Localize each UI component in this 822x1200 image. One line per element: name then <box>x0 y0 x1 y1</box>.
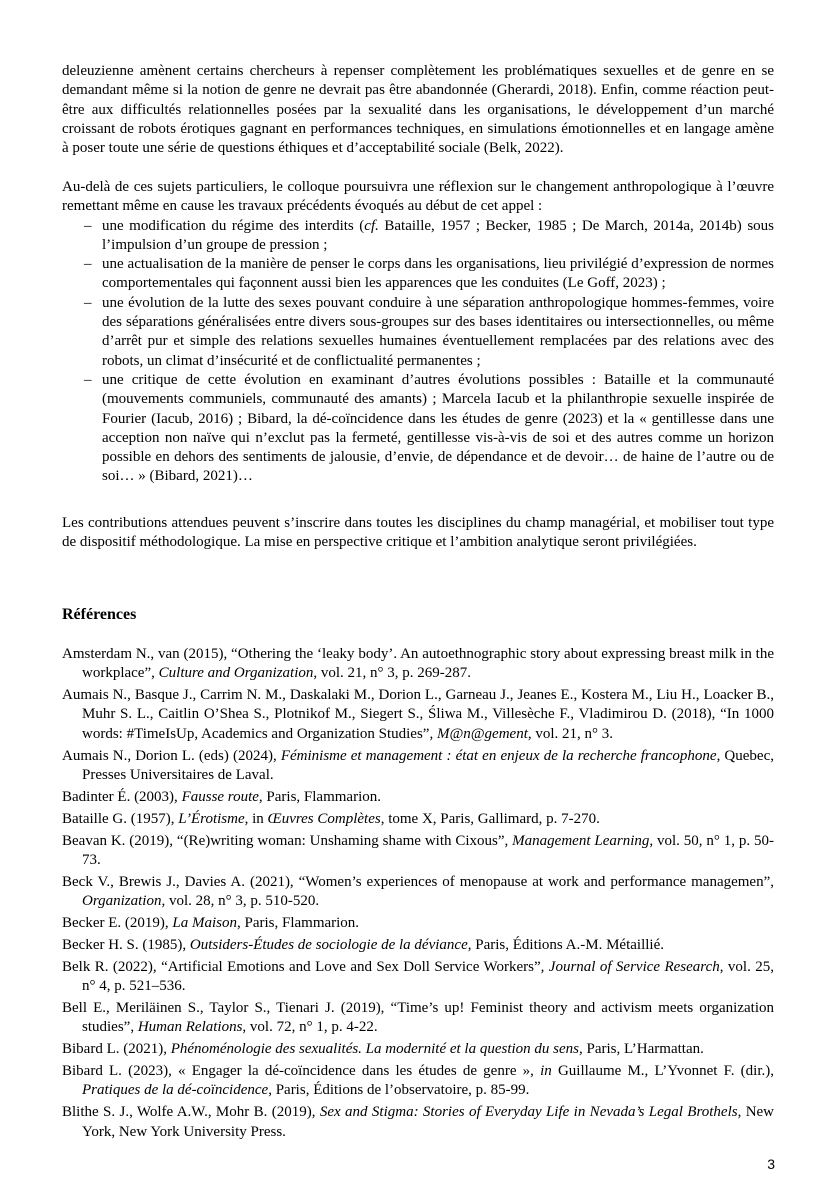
colloque-paragraph: Au-delà de ces sujets particuliers, le colloque poursuivra une réflexion sur le changement anthropologique à l’œuvre remettant même en cause les travaux précédents évoqués au début de cet appel : <box>62 179 774 215</box>
reference-item: Beavan K. (2019), “(Re)writing woman: Unshaming shame with Cixous”, Management Learning, vol. 50, n° 1, p. 50-73. <box>62 832 774 868</box>
bullet-item: – une critique de cette évolution en examinant d’autres évolutions possibles : Bataille et la communauté (mouvements communiels, communauté des amants) ; Marcela Iacub et la philanthropie sexuelle inspirée de Fourier (Iacub, 2016) ; Bibard, la dé-coïncidence dans les études de genre (2023) et la « gentillesse dans une acception non naïve qui n’exclut pas la fermeté, gentillesse vis-à-vis de soi et des autres comme un horizon possible en dehors des sentiments de jalousie, d’envie, de dépendance et de devoir… de haine de l’autre ou de soi… » (Bibard, 2021)… <box>84 371 774 485</box>
contributions-section <box>62 514 774 553</box>
reference-list <box>62 645 774 1142</box>
bullet-list <box>62 217 774 487</box>
reference-item: Bataille G. (1957), L’Érotisme, in Œuvres Complètes, tome X, Paris, Gallimard, p. 7-270. <box>62 810 600 827</box>
bullet-dash: – <box>84 217 92 234</box>
reference-item: Badinter É. (2003), Fausse route, Paris, Flammarion. <box>62 788 381 805</box>
bullet-item: – une évolution de la lutte des sexes pouvant conduire à une séparation anthropologique hommes-femmes, voire des séparations généralisées entre divers sous-groupes sur des bases identitaires ou intersectionnelles, ou même d’arrêt pur et simple des relations sexuelles humaines éventuellement remplacées par des relations avec des robots, un climat d’insécurité et de conflictualité permanentes ; <box>84 294 774 369</box>
reference-item: Beck V., Brewis J., Davies A. (2021), “Women’s experiences of menopause at work and performance managemen”, Organization, vol. 28, n° 3, p. 510-520. <box>62 873 774 910</box>
reference-item: Blithe S. J., Wolfe A.W., Mohr B. (2019), Sex and Stigma: Stories of Everyday Life in Nevada’s Legal Brothels, New York, New York University Press. <box>62 1104 775 1140</box>
reference-item: Becker E. (2019), La Maison, Paris, Flammarion. <box>62 915 360 932</box>
reference-item: Aumais N., Dorion L. (eds) (2024), Féminisme et management : état en enjeux de la recherche francophone, Quebec, Presses Universitaires de Laval. <box>62 747 774 783</box>
reference-item: Belk R. (2022), “Artificial Emotions and Love and Sex Doll Service Workers”, Journal of Service Research, vol. 25, n° 4, p. 521–536. <box>62 958 774 995</box>
reference-item: Aumais N., Basque J., Carrim N. M., Daskalaki M., Dorion L., Garneau J., Jeanes E., Kostera M., Liu H., Loacker B., Muhr S. L., Caitlin O’Shea S., Plotnikof M., Siegert S., Śliwa M., Villesèche F., Vladimirou D. (2018), “In 1000 words: #TimeIsUp, Academics and Organization Studies”, M@n@gement, vol. 21, n° 3. <box>62 687 774 742</box>
reference-item: Amsterdam N., van (2015), “Othering the ‘leaky body’. An autoethnographic story about expressing breast milk in the workplace”, Culture and Organization, vol. 21, n° 3, p. 269-287. <box>62 646 774 682</box>
intro-paragraph: deleuzienne amènent certains chercheurs à repenser complètement les problématiques sexuelles et de genre en se demandant même si la notion de genre ne devrait pas être abandonnée (Gherardi, 2018). Enfin, comme réaction peut-être aux difficultés relationnelles posées par la sexualité dans les organisations, le développement d’un marché croissant de robots érotiques gagnant en performances techniques, en simulations émotionnelles et en langage amène à poser toute une série de questions éthiques et d’acceptabilité sociale (Belk, 2022). <box>62 63 774 157</box>
intro-section <box>62 62 774 158</box>
references-section <box>62 645 774 1144</box>
bullet-dash: – <box>84 256 92 273</box>
bullet-item: – une actualisation de la manière de penser le corps dans les organisations, lieu privilégié d’expression de normes comportementales qui façonnent aussi bien les apparences que les conduites (Le Goff, 2023) ; <box>84 256 774 292</box>
colloque-section <box>62 178 774 487</box>
reference-item: Becker H. S. (1985), Outsiders-Études de sociologie de la déviance, Paris, Éditions A.-M. Métaillié. <box>62 936 664 953</box>
bullet-dash: – <box>84 371 92 388</box>
references-heading: Références <box>62 606 137 623</box>
reference-item: Bell E., Meriläinen S., Taylor S., Tienari J. (2019), “Time’s up! Feminist theory and activism meets organization studies”, Human Relations, vol. 72, n° 1, p. 4-22. <box>62 999 774 1036</box>
reference-item: Bibard L. (2023), « Engager la dé-coïncidence dans les études de genre », in Guillaume M., L’Yvonnet F. (dir.), Pratiques de la dé-coïncidence, Paris, Éditions de l’observatoire, p. 85-99. <box>62 1063 774 1099</box>
reference-item: Bibard L. (2021), Phénoménologie des sexualités. La modernité et la question du sens, Paris, L’Harmattan. <box>62 1041 704 1058</box>
bullet-dash: – <box>84 294 92 311</box>
page-number: 3 <box>767 1156 775 1172</box>
bullet-item: – une modification du régime des interdits (cf. Bataille, 1957 ; Becker, 1985 ; De March, 2014a, 2014b) sous l’impulsion d’un groupe de pression ; <box>84 217 774 253</box>
contributions-paragraph: Les contributions attendues peuvent s’inscrire dans toutes les disciplines du champ managérial, et mobiliser tout type de dispositif méthodologique. La mise en perspective critique et l’ambition analytique seront privilégiées. <box>62 515 774 551</box>
